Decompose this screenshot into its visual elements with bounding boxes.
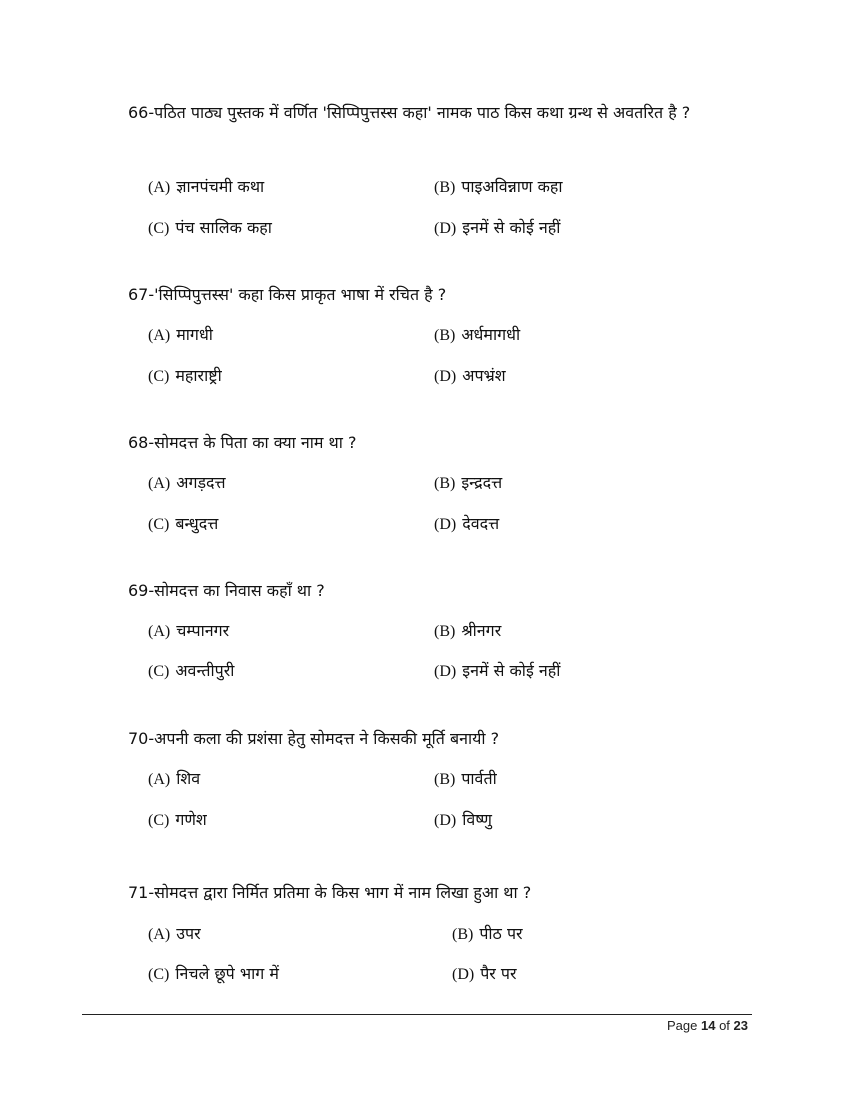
option-a: (A) ज्ञानपंचमी कथा — [148, 177, 265, 196]
question-number: 71- — [128, 883, 155, 902]
question-text: 70-अपनी कला की प्रशंसा हेतु सोमदत्त ने किसकी मूर्ति बनायी ? — [128, 729, 500, 748]
options-row — [148, 471, 748, 495]
options-row — [148, 364, 748, 388]
option-c: (C) महाराष्ट्री — [148, 366, 222, 385]
question-number: 68- — [128, 433, 155, 452]
question-text: 68-सोमदत्त के पिता का क्या नाम था ? — [128, 433, 357, 452]
question-number: 70- — [128, 729, 155, 748]
option-d: (D) देवदत्त — [434, 514, 500, 533]
option-c: (C) निचले छूपे भाग में — [148, 964, 279, 983]
option-a: (A) शिव — [148, 769, 201, 788]
option-c: (C) गणेश — [148, 810, 207, 829]
options-row — [148, 175, 748, 199]
current-page-number: 14 — [700, 1018, 716, 1033]
of-word: of — [719, 1018, 730, 1033]
question-text: 67-'सिप्पिपुत्तस्स' कहा किस प्राकृत भाषा में रचित है ? — [128, 285, 447, 304]
options-row — [148, 922, 748, 946]
question-66 — [128, 96, 752, 129]
option-b: (B) पीठ पर — [452, 924, 523, 943]
question-text: 71-सोमदत्त द्वारा निर्मित प्रतिमा के किस भाग में नाम लिखा हुआ था ? — [128, 883, 532, 902]
option-b: (B) श्रीनगर — [434, 621, 502, 640]
options-row — [148, 512, 748, 536]
options-row — [148, 216, 748, 240]
question-number: 69- — [128, 581, 155, 600]
question-70 — [128, 722, 752, 755]
page-footer — [667, 1018, 748, 1033]
options-row — [148, 962, 748, 986]
option-c: (C) बन्धुदत्त — [148, 514, 219, 533]
option-c: (C) अवन्तीपुरी — [148, 661, 235, 680]
options-row — [148, 659, 748, 683]
option-b: (B) पार्वती — [434, 769, 497, 788]
option-c: (C) पंच सालिक कहा — [148, 218, 272, 237]
question-69 — [128, 574, 752, 607]
option-b: (B) अर्धमागधी — [434, 325, 521, 344]
option-b: (B) इन्द्रदत्त — [434, 473, 503, 492]
option-b: (B) पाइअविन्नाण कहा — [434, 177, 563, 196]
question-text: 66-पठित पाठ्य पुस्तक में वर्णित 'सिप्पिपुत्तस्स कहा' नामक पाठ किस कथा ग्रन्थ से अवतरित है ? — [128, 103, 691, 122]
options-row — [148, 619, 748, 643]
options-row — [148, 767, 748, 791]
question-number: 66- — [128, 103, 155, 122]
options-row — [148, 808, 748, 832]
footer-divider — [82, 1014, 752, 1015]
option-d: (D) इनमें से कोई नहीं — [434, 661, 561, 680]
option-d: (D) अपभ्रंश — [434, 366, 506, 385]
option-d: (D) पैर पर — [452, 964, 517, 983]
option-a: (A) उपर — [148, 924, 201, 943]
question-71 — [128, 876, 752, 909]
page-word: Page — [666, 1018, 698, 1033]
options-row — [148, 323, 748, 347]
total-pages-number: 23 — [733, 1018, 748, 1033]
option-d: (D) विष्णु — [434, 810, 492, 829]
question-67 — [128, 278, 752, 311]
question-text: 69-सोमदत्त का निवास कहाँ था ? — [128, 581, 325, 600]
option-d: (D) इनमें से कोई नहीं — [434, 218, 561, 237]
question-number: 67- — [128, 285, 155, 304]
option-a: (A) अगड़दत्त — [148, 473, 226, 492]
option-a: (A) चम्पानगर — [148, 621, 230, 640]
question-68 — [128, 426, 752, 459]
option-a: (A) मागधी — [148, 325, 213, 344]
